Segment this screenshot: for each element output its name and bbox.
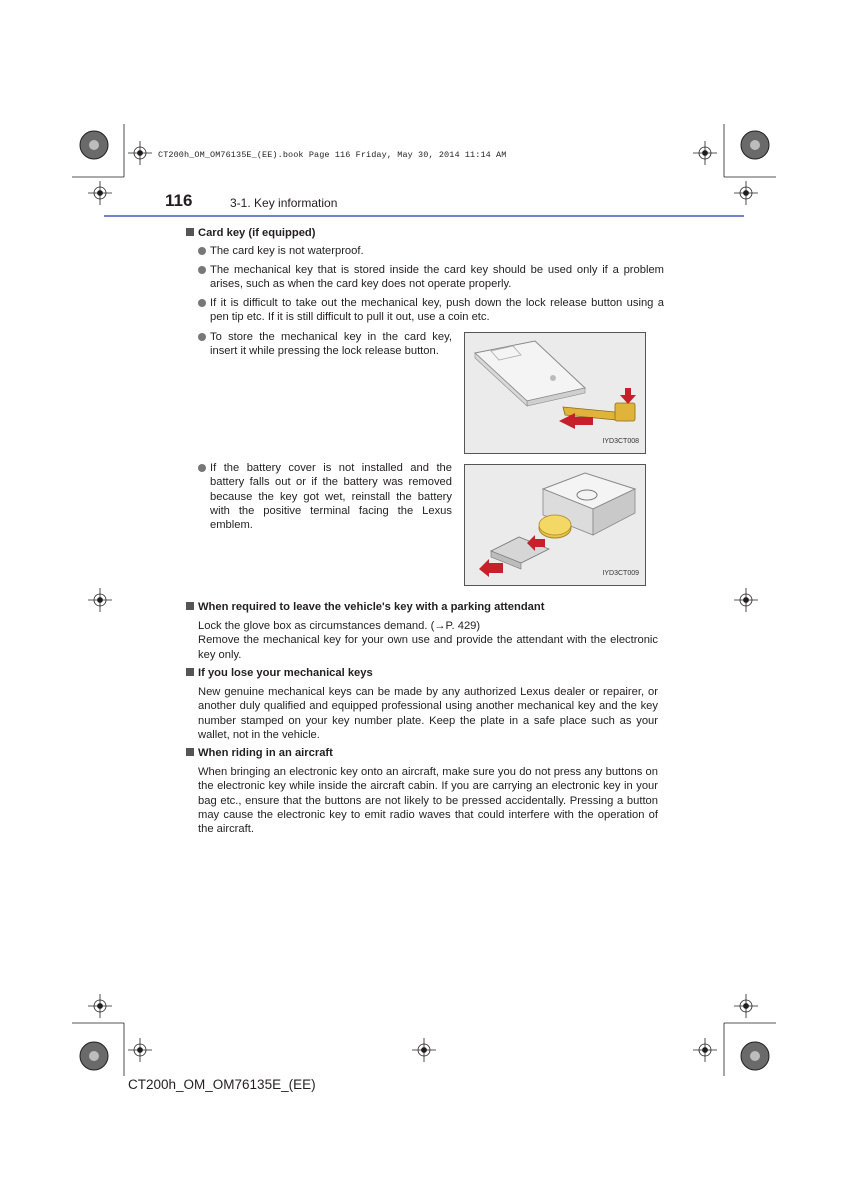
round-bullet-icon <box>198 464 206 472</box>
header-rule <box>104 215 744 217</box>
square-bullet-icon <box>186 228 194 236</box>
lose-keys-text: New genuine mechanical keys can be made by any authorized Lexus dealer or repairer, or another duly qualified and equipped professional using another mechanical key and the key number stamped on your key number plate. Keep the plate in a safe place such as your wallet, not in the vehicle. <box>198 686 658 741</box>
card-key-bullet: The card key is not waterproof. <box>198 244 664 258</box>
figure-battery <box>464 464 646 586</box>
figure-code: IYD3CT009 <box>602 569 639 577</box>
footer-document-code: CT200h_OM_OM76135E_(EE) <box>128 1077 316 1092</box>
figure-store-mechanical-key <box>464 332 646 454</box>
parking-attendant-text <box>198 619 658 662</box>
square-bullet-icon <box>186 748 194 756</box>
round-bullet-icon <box>198 299 206 307</box>
card-key-heading: Card key (if equipped) <box>186 226 316 240</box>
parking-attendant-line: Lock the glove box as circumstances demand. (→P. 429) <box>198 620 481 632</box>
parking-attendant-line: Remove the mechanical key for your own use and provide the attendant with the electronic key only. <box>198 634 658 661</box>
round-bullet-icon <box>198 247 206 255</box>
parking-attendant-heading: When required to leave the vehicle's key with a parking attendant <box>186 600 544 614</box>
figure-code: IYD3CT008 <box>602 437 639 445</box>
aircraft-text: When bringing an electronic key onto an aircraft, make sure you do not press any buttons on the electronic key while inside the aircraft cabin. If you are carrying an electronic key in your bag etc., ensure that the buttons are not likely to be pressed accidentally. Pressing a button may cause the electronic key to emit radio waves that could interfere with the operation of the aircraft. <box>198 766 658 836</box>
square-bullet-icon <box>186 668 194 676</box>
lose-keys-heading: If you lose your mechanical keys <box>186 666 373 680</box>
card-key-bullet: The mechanical key that is stored inside the card key should be used only if a problem arises, such as when the card key does not operate properly. <box>198 263 664 292</box>
page-number: 116 <box>165 191 193 210</box>
square-bullet-icon <box>186 602 194 610</box>
card-key-bullet: If it is difficult to take out the mechanical key, push down the lock release button using a pen tip etc. If it is still difficult to pull it out, use a coin etc. <box>198 296 664 325</box>
round-bullet-icon <box>198 333 206 341</box>
card-key-bullet: If the battery cover is not installed and the battery falls out or if the battery was removed because the key got wet, reinstall the battery with the positive terminal facing the Lexus emblem. <box>198 461 452 532</box>
round-bullet-icon <box>198 266 206 274</box>
card-key-bullet: To store the mechanical key in the card key, insert it while pressing the lock release button. <box>198 330 452 359</box>
print-info: CT200h_OM_OM76135E_(EE).book Page 116 Friday, May 30, 2014 11:14 AM <box>158 150 507 160</box>
aircraft-heading: When riding in an aircraft <box>186 746 333 760</box>
section-title: 3-1. Key information <box>230 196 338 210</box>
